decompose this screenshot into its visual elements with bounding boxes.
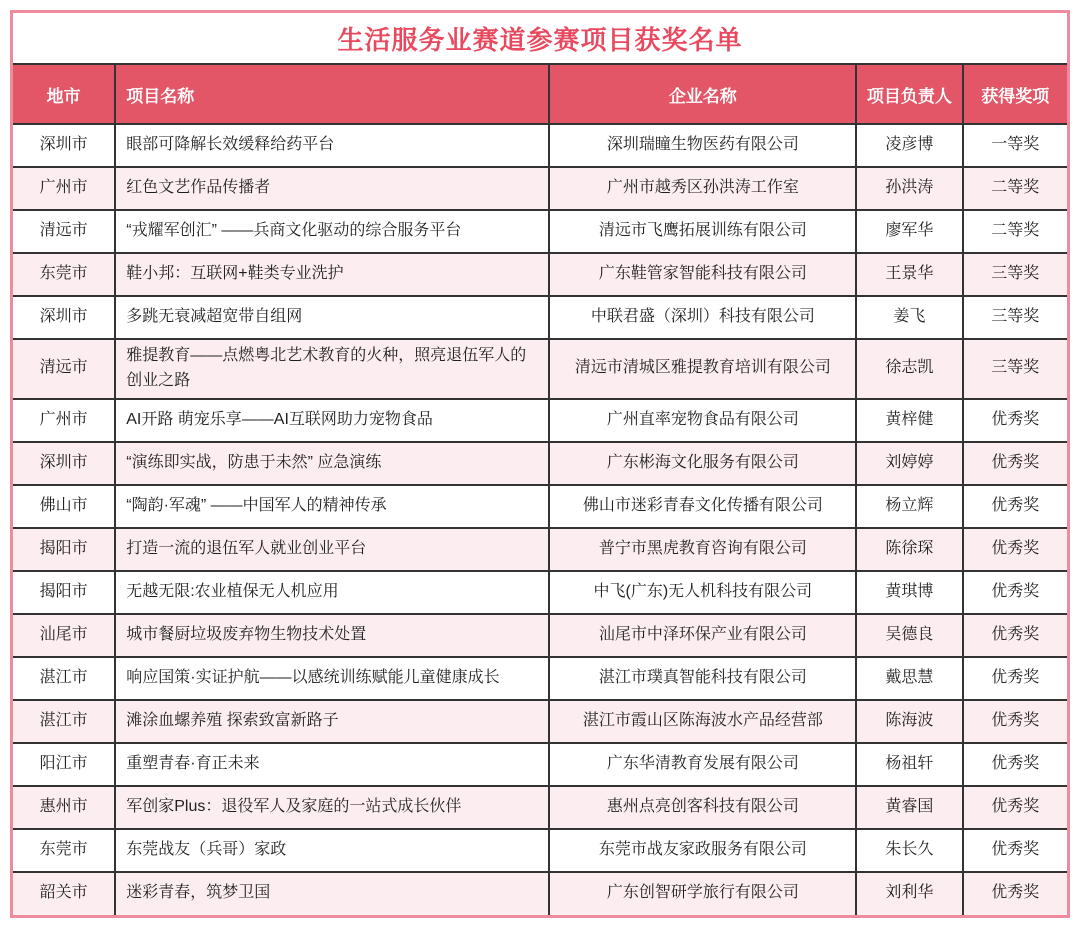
cell-leader: 吴德良 [856,614,962,657]
cell-project: 眼部可降解长效缓释给药平台 [115,124,549,167]
table-row [13,571,1067,614]
cell-award: 优秀奖 [963,485,1067,528]
cell-company: 东莞市战友家政服务有限公司 [549,829,856,872]
table-row [13,124,1067,167]
cell-project: 响应国策·实证护航——以感统训练赋能儿童健康成长 [115,657,549,700]
cell-city: 广州市 [13,399,115,442]
cell-award: 优秀奖 [963,872,1067,915]
cell-project: 无越无限:农业植保无人机应用 [115,571,549,614]
cell-project: “演练即实战，防患于未然” 应急演练 [115,442,549,485]
cell-leader: 廖军华 [856,210,962,253]
cell-leader: 朱长久 [856,829,962,872]
cell-company: 广东彬海文化服务有限公司 [549,442,856,485]
cell-company: 清远市飞鹰拓展训练有限公司 [549,210,856,253]
cell-leader: 孙洪涛 [856,167,962,210]
cell-company: 深圳瑞瞳生物医药有限公司 [549,124,856,167]
cell-city: 湛江市 [13,657,115,700]
award-table-frame [10,10,1070,918]
cell-award: 优秀奖 [963,614,1067,657]
cell-company: 湛江市霞山区陈海波水产品经营部 [549,700,856,743]
cell-leader: 杨祖轩 [856,743,962,786]
table-row [13,528,1067,571]
cell-city: 揭阳市 [13,528,115,571]
header-leader: 项目负责人 [856,64,962,124]
cell-company: 广州市越秀区孙洪涛工作室 [549,167,856,210]
cell-city: 东莞市 [13,253,115,296]
header-award: 获得奖项 [963,64,1067,124]
table-row [13,743,1067,786]
table-row [13,253,1067,296]
header-city: 地市 [13,64,115,124]
cell-project: 鞋小邦：互联网+鞋类专业洗护 [115,253,549,296]
cell-award: 三等奖 [963,296,1067,339]
cell-leader: 黄梓健 [856,399,962,442]
cell-city: 汕尾市 [13,614,115,657]
header-company: 企业名称 [549,64,856,124]
cell-award: 优秀奖 [963,657,1067,700]
cell-project: 多跳无衰减超宽带自组网 [115,296,549,339]
cell-company: 汕尾市中泽环保产业有限公司 [549,614,856,657]
cell-city: 深圳市 [13,124,115,167]
cell-leader: 黄琪博 [856,571,962,614]
table-row [13,786,1067,829]
table-row [13,872,1067,915]
cell-award: 三等奖 [963,253,1067,296]
cell-company: 普宁市黑虎教育咨询有限公司 [549,528,856,571]
cell-award: 二等奖 [963,167,1067,210]
cell-award: 优秀奖 [963,442,1067,485]
cell-project: “陶韵·军魂” ——中国军人的精神传承 [115,485,549,528]
cell-award: 优秀奖 [963,528,1067,571]
cell-leader: 姜飞 [856,296,962,339]
page-title: 生活服务业赛道参赛项目获奖名单 [13,13,1067,63]
cell-city: 佛山市 [13,485,115,528]
cell-company: 中飞(广东)无人机科技有限公司 [549,571,856,614]
table-row [13,614,1067,657]
table-row [13,700,1067,743]
cell-leader: 刘利华 [856,872,962,915]
cell-leader: 陈徐琛 [856,528,962,571]
cell-award: 优秀奖 [963,571,1067,614]
table-row [13,442,1067,485]
cell-award: 一等奖 [963,124,1067,167]
cell-company: 惠州点亮创客科技有限公司 [549,786,856,829]
cell-city: 深圳市 [13,442,115,485]
cell-project: 雅提教育——点燃粤北艺术教育的火种，照亮退伍军人的创业之路 [115,339,549,399]
cell-project: 重塑青春·育正未来 [115,743,549,786]
cell-leader: 凌彦博 [856,124,962,167]
cell-leader: 黄睿国 [856,786,962,829]
cell-city: 惠州市 [13,786,115,829]
cell-company: 广东鞋管家智能科技有限公司 [549,253,856,296]
cell-company: 湛江市璞真智能科技有限公司 [549,657,856,700]
cell-city: 深圳市 [13,296,115,339]
cell-project: 迷彩青春，筑梦卫国 [115,872,549,915]
cell-project: 东莞战友（兵哥）家政 [115,829,549,872]
cell-city: 东莞市 [13,829,115,872]
table-row [13,339,1067,399]
cell-leader: 陈海波 [856,700,962,743]
table-row [13,167,1067,210]
table-row [13,485,1067,528]
cell-award: 优秀奖 [963,700,1067,743]
cell-company: 广州直率宠物食品有限公司 [549,399,856,442]
cell-leader: 刘婷婷 [856,442,962,485]
cell-company: 广东创智研学旅行有限公司 [549,872,856,915]
header-project: 项目名称 [115,64,549,124]
cell-award: 二等奖 [963,210,1067,253]
cell-city: 清远市 [13,210,115,253]
award-table-body [13,124,1067,915]
table-row [13,399,1067,442]
cell-leader: 戴思慧 [856,657,962,700]
cell-city: 广州市 [13,167,115,210]
cell-city: 清远市 [13,339,115,399]
award-table [13,63,1067,915]
cell-company: 中联君盛（深圳）科技有限公司 [549,296,856,339]
cell-leader: 王景华 [856,253,962,296]
cell-award: 三等奖 [963,339,1067,399]
table-row [13,657,1067,700]
cell-city: 韶关市 [13,872,115,915]
table-row [13,296,1067,339]
cell-project: 打造一流的退伍军人就业创业平台 [115,528,549,571]
cell-city: 阳江市 [13,743,115,786]
cell-award: 优秀奖 [963,399,1067,442]
cell-leader: 杨立辉 [856,485,962,528]
cell-award: 优秀奖 [963,786,1067,829]
cell-company: 佛山市迷彩青春文化传播有限公司 [549,485,856,528]
cell-leader: 徐志凯 [856,339,962,399]
cell-city: 揭阳市 [13,571,115,614]
cell-city: 湛江市 [13,700,115,743]
cell-award: 优秀奖 [963,829,1067,872]
cell-project: “戎耀军创汇” ——兵商文化驱动的综合服务平台 [115,210,549,253]
cell-company: 清远市清城区雅提教育培训有限公司 [549,339,856,399]
cell-project: 滩涂血螺养殖 探索致富新路子 [115,700,549,743]
cell-company: 广东华清教育发展有限公司 [549,743,856,786]
cell-project: 红色文艺作品传播者 [115,167,549,210]
table-row [13,829,1067,872]
cell-project: 军创家Plus：退役军人及家庭的一站式成长伙伴 [115,786,549,829]
cell-project: 城市餐厨垃圾废弃物生物技术处置 [115,614,549,657]
table-row [13,210,1067,253]
cell-project: AI开路 萌宠乐享——AI互联网助力宠物食品 [115,399,549,442]
table-header-row [13,64,1067,124]
cell-award: 优秀奖 [963,743,1067,786]
